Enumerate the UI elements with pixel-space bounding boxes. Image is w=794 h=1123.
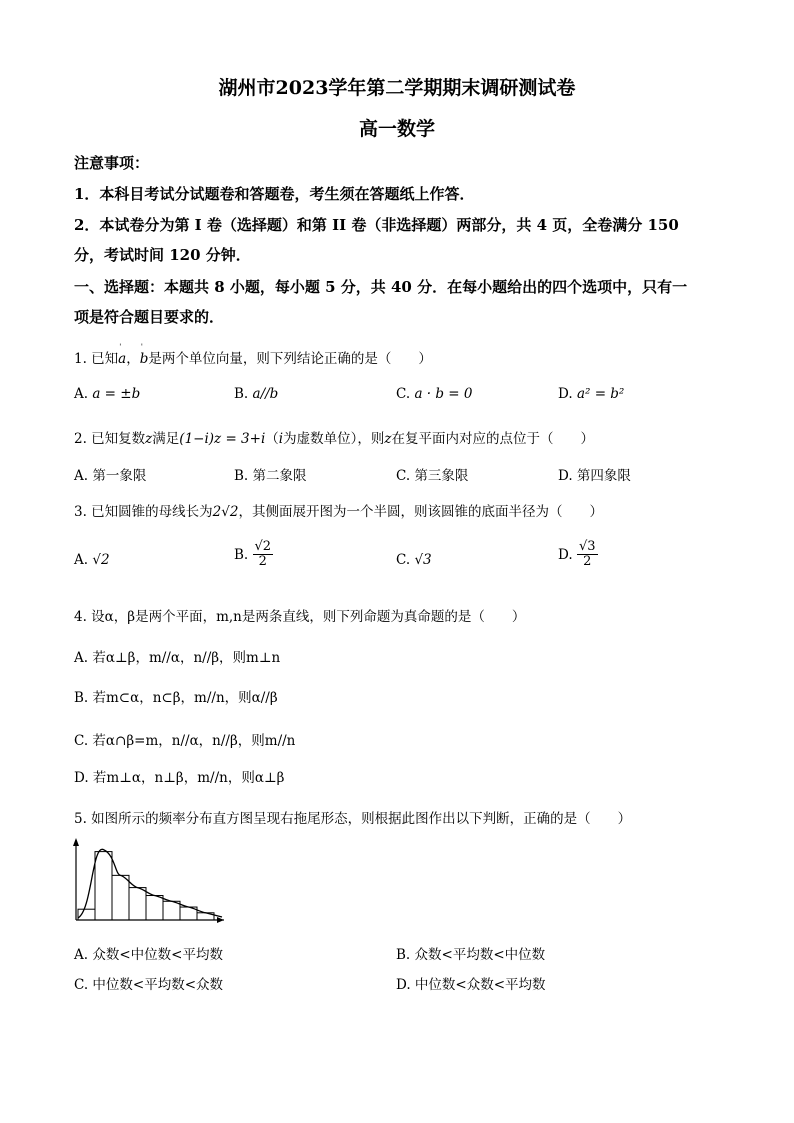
q4-option-a: A. 若α⊥β，m//α，n//β，则m⊥n — [74, 650, 281, 666]
histogram-bar — [163, 901, 180, 920]
histogram-bar — [112, 875, 129, 920]
exam-subtitle: 高一数学 — [358, 118, 435, 140]
q1-option-c — [396, 386, 473, 402]
q1-option-b — [234, 386, 278, 402]
q5-option-b: B. 众数<平均数<中位数 — [396, 947, 546, 963]
question-4-stem: 4. 设α，β是两个平面，m,n是两条直线，则下列命题为真命题的是（ ） — [74, 609, 526, 625]
q2-option-c: C. 第三象限 — [396, 468, 469, 484]
option-text: a//b — [252, 386, 279, 402]
section-heading-line-1: 一、选择题：本题共 8 小题，每小题 5 分，共 40 分．在每小题给出的四个选项中，只有一 — [74, 278, 688, 296]
fraction-denominator: 2 — [583, 554, 592, 570]
question-1-stem: 1. 已知 ˈ a， ˈ b是两个单位向量，则下列结论正确的是（ ） — [74, 343, 432, 367]
question-2-stem — [74, 427, 594, 447]
question-3-stem — [74, 500, 603, 520]
vector-a: a — [118, 351, 127, 367]
q3-prefix: 3. 已知圆锥的母线长为 — [74, 504, 213, 520]
y-axis-arrow — [73, 838, 79, 846]
option-label: D. — [558, 386, 573, 402]
histogram-bar — [129, 888, 146, 920]
q2-suffix: 在复平面内对应的点位于（ ） — [391, 431, 594, 447]
exam-title: 湖州市2023学年第二学期期末调研测试卷 — [218, 77, 576, 99]
question-5-stem: 5. 如图所示的频率分布直方图呈现右拖尾形态，则根据此图作出以下判断，正确的是（ ） — [74, 811, 632, 827]
q3-option-a — [74, 552, 110, 568]
q2-option-a: A. 第一象限 — [74, 468, 147, 484]
variable-i: i — [278, 431, 284, 447]
histogram-bar — [78, 909, 95, 920]
q2-text: （ — [265, 431, 279, 447]
q3-suffix: ，其侧面展开图为一个半圆，则该圆锥的底面半径为（ ） — [238, 504, 603, 520]
q3-option-c — [396, 552, 432, 568]
fraction-denominator: 2 — [258, 554, 267, 570]
q5-option-a: A. 众数<中位数<平均数 — [74, 947, 223, 963]
note-1: 1．本科目考试分试题卷和答题卷，考生须在答题纸上作答． — [74, 185, 475, 203]
q2-text: 满足 — [152, 431, 180, 447]
variable-z: z — [145, 431, 153, 447]
frequency-histogram — [66, 836, 232, 928]
density-curve — [78, 849, 222, 918]
q1-prefix: 1. 已知 — [74, 351, 119, 367]
option-label: D. — [558, 546, 573, 563]
q1-option-d — [558, 386, 624, 402]
q1-separator: ， — [126, 351, 140, 367]
q5-option-d: D. 中位数<众数<平均数 — [396, 977, 546, 993]
q1-option-a — [74, 386, 140, 402]
option-label: B. — [234, 386, 249, 402]
histogram-bar — [146, 896, 163, 920]
q4-option-d: D. 若m⊥α，n⊥β，m//n，则α⊥β — [74, 770, 285, 786]
fraction-numerator: √3 — [578, 539, 596, 554]
q4-option-b: B. 若m⊂α，n⊂β，m//n，则α//β — [74, 690, 278, 706]
option-label: A. — [74, 552, 89, 568]
q2-prefix: 2. 已知复数 — [74, 431, 146, 447]
option-label: B. — [234, 546, 249, 563]
q5-option-c: C. 中位数<平均数<众数 — [74, 977, 224, 993]
q3-option-b — [234, 540, 273, 570]
histogram-bar — [95, 852, 112, 920]
q4-option-c: C. 若α∩β=m，n//α，n//β，则m//n — [74, 733, 296, 749]
slant-length: 2√2 — [212, 504, 239, 520]
note-2-line-2: 分，考试时间 120 分钟． — [74, 246, 251, 264]
q2-option-d: D. 第四象限 — [558, 468, 631, 484]
equation: (1−i)z = 3+i — [179, 431, 266, 447]
section-heading-line-2: 项是符合题目要求的． — [74, 308, 225, 326]
option-text: a = ±b — [92, 386, 141, 402]
option-label: C. — [396, 386, 411, 402]
option-text: √3 — [414, 552, 432, 568]
option-text: a² = b² — [576, 386, 625, 402]
variable-z: z — [384, 431, 392, 447]
fraction-numerator: √2 — [254, 539, 272, 554]
x-axis-arrow — [217, 917, 224, 923]
histogram-bars — [78, 852, 214, 920]
option-text: √2 — [92, 552, 110, 568]
vector-b: b — [139, 351, 149, 367]
note-2-line-1: 2．本试卷分为第 I 卷（选择题）和第 II 卷（非选择题）两部分，共 4 页，全卷满分 150 — [74, 216, 679, 234]
q3-option-d — [558, 540, 598, 570]
notes-heading: 注意事项： — [74, 154, 150, 172]
option-label: A. — [74, 386, 89, 402]
q1-suffix: 是两个单位向量，则下列结论正确的是（ ） — [148, 351, 432, 367]
option-label: C. — [396, 552, 411, 568]
option-text: a · b = 0 — [414, 386, 473, 402]
q2-text: 为虚数单位），则 — [283, 431, 385, 447]
q2-option-b: B. 第二象限 — [234, 468, 307, 484]
